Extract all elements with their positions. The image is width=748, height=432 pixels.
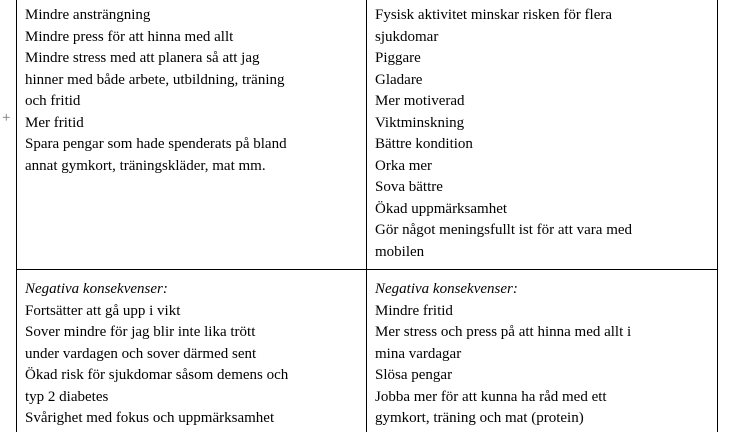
cell-line: typ 2 diabetes bbox=[25, 388, 109, 405]
table-left-border bbox=[16, 0, 17, 432]
cell-line: Piggare bbox=[375, 50, 421, 66]
cell-line: Spara pengar som hade spenderats på bland bbox=[25, 136, 287, 152]
cell-row2-right bbox=[375, 279, 713, 430]
cell-row1-left bbox=[25, 5, 361, 177]
cell-line: hinner med både arbete, utbildning, träning bbox=[25, 71, 285, 88]
cell-line: annat gymkort, träningskläder, mat mm. bbox=[25, 157, 266, 174]
cell-heading: Negativa konsekvenser: bbox=[25, 281, 168, 297]
cell-line: Slösa pengar bbox=[375, 367, 453, 383]
cell-line: Gladare bbox=[375, 71, 423, 88]
cell-line: sjukdomar bbox=[375, 28, 439, 45]
cell-row1-right bbox=[375, 5, 713, 263]
cell-line: Mindre stress med att planera så att jag bbox=[25, 50, 260, 66]
cell-line: Svårighet med fokus och uppmärksamhet bbox=[25, 410, 275, 426]
cell-line: mina vardagar bbox=[375, 345, 462, 362]
row-marker: + bbox=[2, 110, 11, 126]
cell-line: Sova bättre bbox=[375, 179, 443, 195]
cell-heading: Negativa konsekvenser: bbox=[375, 281, 518, 297]
cell-row2-left bbox=[25, 279, 361, 430]
cell-line: Mer motiverad bbox=[375, 93, 465, 109]
cell-line: Mer stress och press på att hinna med allt i bbox=[375, 324, 632, 340]
cell-line: mobilen bbox=[375, 243, 425, 260]
cell-line: Fysisk aktivitet minskar risken för flera bbox=[375, 7, 613, 23]
table-column-divider bbox=[366, 0, 367, 432]
cell-line: under vardagen och sover därmed sent bbox=[25, 345, 257, 362]
cell-line: Viktminskning bbox=[375, 114, 465, 131]
table-right-border bbox=[717, 0, 718, 432]
table-row-divider bbox=[16, 269, 718, 270]
cell-line: Fortsätter att gå upp i vikt bbox=[25, 302, 181, 319]
cell-line: Bättre kondition bbox=[375, 136, 473, 152]
cell-line: Sover mindre för jag blir inte lika trött bbox=[25, 324, 256, 340]
cell-line: Ökad uppmärksamhet bbox=[375, 200, 508, 217]
cell-line: Mindre ansträngning bbox=[25, 7, 151, 23]
cell-line: Mindre fritid bbox=[375, 302, 453, 319]
cell-line: Gör något meningsfullt ist för att vara med bbox=[375, 222, 633, 238]
cell-line: Orka mer bbox=[375, 157, 433, 174]
cell-line: Mindre press för att hinna med allt bbox=[25, 28, 234, 45]
cell-line: Jobba mer för att kunna ha råd med ett bbox=[375, 388, 607, 405]
cell-line: och fritid bbox=[25, 93, 81, 109]
cell-line: Mer fritid bbox=[25, 114, 84, 131]
cell-line: Ökad risk för sjukdomar såsom demens och bbox=[25, 367, 289, 383]
cell-line: gymkort, träning och mat (protein) bbox=[375, 410, 584, 426]
